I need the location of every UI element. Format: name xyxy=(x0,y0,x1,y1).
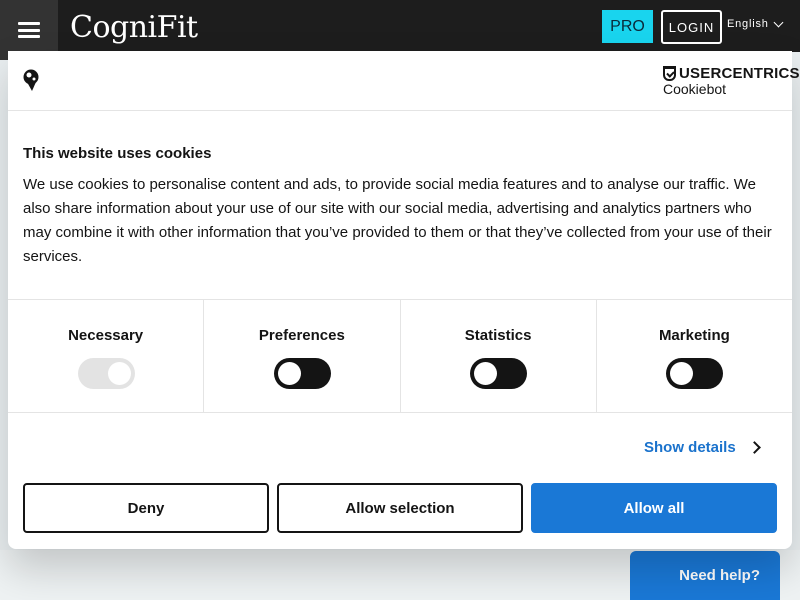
dialog-body: We use cookies to personalise content and ads, to provide social media features and to analyse our traffic. We also share information about your use of our site with our social media, advertising and analytics partners who may combine it with other information that you’ve provided to them or that they’ve collected from your use of their services. xyxy=(23,176,772,265)
deny-button[interactable]: Deny xyxy=(23,483,269,533)
site-brand-icon xyxy=(22,68,42,92)
show-details-link[interactable] xyxy=(644,439,759,456)
brand-product: Cookiebot xyxy=(663,81,727,97)
allow-selection-button[interactable]: Allow selection xyxy=(277,483,523,533)
brand-name: USERCENTRICS xyxy=(679,65,800,82)
category-marketing xyxy=(597,300,792,412)
toggle-necessary xyxy=(78,358,135,389)
pro-button[interactable]: PRO xyxy=(602,10,653,43)
consent-categories xyxy=(8,299,792,413)
toggle-preferences[interactable] xyxy=(274,358,331,389)
login-button[interactable]: LOGIN xyxy=(661,10,722,44)
site-header xyxy=(0,0,800,52)
toggle-statistics[interactable] xyxy=(470,358,527,389)
category-label: Statistics xyxy=(464,327,532,344)
category-preferences xyxy=(204,300,400,412)
need-help-button[interactable]: Need help? xyxy=(630,551,780,600)
category-statistics xyxy=(401,300,597,412)
cookie-consent-dialog xyxy=(8,51,800,549)
language-selector[interactable] xyxy=(727,18,782,30)
hamburger-icon xyxy=(18,22,40,38)
shield-check-icon xyxy=(663,66,676,81)
language-label: English xyxy=(727,18,769,30)
category-label: Necessary xyxy=(68,327,144,344)
dialog-header xyxy=(8,51,800,111)
show-details-label: Show details xyxy=(644,439,736,456)
category-label: Preferences xyxy=(258,327,345,344)
chevron-right-icon xyxy=(748,441,761,454)
chevron-down-icon xyxy=(773,17,783,27)
category-necessary xyxy=(8,300,204,412)
dialog-title: This website uses cookies xyxy=(23,145,212,162)
site-logo[interactable]: CogniFit xyxy=(70,10,198,45)
usercentrics-logo xyxy=(663,65,800,97)
toggle-marketing[interactable] xyxy=(666,358,723,389)
allow-all-button[interactable]: Allow all xyxy=(531,483,777,533)
category-label: Marketing xyxy=(658,327,730,344)
